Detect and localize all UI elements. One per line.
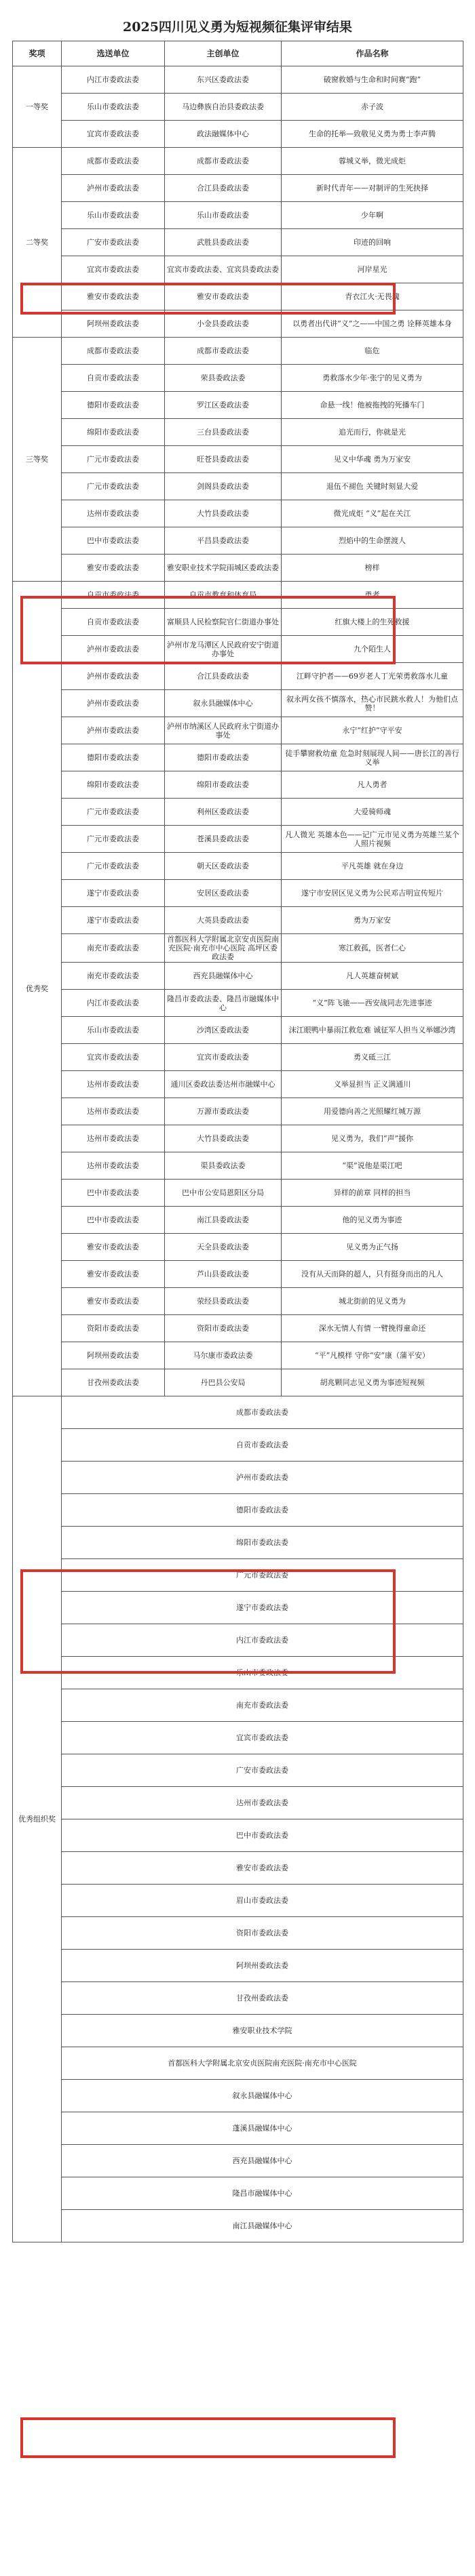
producing-unit-cell: 宜宾市委政法委 (165, 1044, 282, 1071)
submitting-unit-cell: 泸州市委政法委 (62, 663, 165, 690)
submitting-unit-cell: 巴中市委政法委 (62, 527, 165, 555)
work-title-cell: 见义勇为正气扬 (282, 1234, 463, 1261)
producing-unit-cell: 大竹县委政法委 (165, 1125, 282, 1152)
producing-unit-cell: 荥经县委政法委 (165, 1288, 282, 1315)
organization-cell: 眉山市委政法委 (62, 1885, 463, 1917)
submitting-unit-cell: 自贡市委政法委 (62, 365, 165, 392)
organization-cell: 绵阳市委政法委 (62, 1527, 463, 1559)
submitting-unit-cell: 资阳市委政法委 (62, 1315, 165, 1342)
submitting-unit-cell: 雅安市委政法委 (62, 1288, 165, 1315)
submitting-unit-cell: 广元市委政法委 (62, 473, 165, 500)
table-row (13, 175, 463, 202)
table-row (13, 771, 463, 799)
submitting-unit-cell: 阿坝州委政法委 (62, 310, 165, 338)
organization-cell: 甘孜州委政法委 (62, 1982, 463, 2015)
work-title-cell: 没有从天而降的超人，只有挺身而出的凡人 (282, 1261, 463, 1288)
work-title-cell: 见义中华魂 勇为万家安 (282, 446, 463, 473)
work-title-cell: 破窗救婚与生命和时间赛“跑” (282, 66, 463, 94)
producing-unit-cell: 大竹县委政法委 (165, 500, 282, 527)
work-title-cell: 他的见义勇为事迹 (282, 1207, 463, 1234)
submitting-unit-cell: 遂宁市委政法委 (62, 907, 165, 934)
work-title-cell: 平凡英雄 就在身边 (282, 853, 463, 880)
table-row (13, 1982, 463, 2015)
header-work-title: 作品名称 (282, 41, 463, 66)
producing-unit-cell: 叙永县融媒体中心 (165, 690, 282, 717)
table-row (13, 338, 463, 365)
table-row (13, 853, 463, 880)
award-cell: 二等奖 (13, 148, 62, 338)
organization-cell: 首都医科大学附属北京安贞医院南充医院·南充市中心医院 (62, 2047, 463, 2080)
table-row (13, 1754, 463, 1787)
table-row (13, 934, 463, 963)
table-body (13, 66, 463, 2242)
producing-unit-cell: 马尔康市委政法委 (165, 1342, 282, 1369)
work-title-cell: “渠”说他是渠江吧 (282, 1152, 463, 1180)
table-row (13, 2112, 463, 2145)
work-title-cell: “平”凡模样 守你“安”康（蒲平安） (282, 1342, 463, 1369)
table-row (13, 229, 463, 256)
producing-unit-cell: 隆昌市委政法委、隆昌市融媒体中心 (165, 990, 282, 1017)
table-row (13, 880, 463, 907)
work-title-cell: 新时代青年——对制评的生死抉择 (282, 175, 463, 202)
organization-cell: 资阳市委政法委 (62, 1917, 463, 1950)
producing-unit-cell: 芦山县委政法委 (165, 1261, 282, 1288)
work-title-cell: 赤子波 (282, 94, 463, 121)
work-title-cell: 异样的前章 同样的担当 (282, 1180, 463, 1207)
producing-unit-cell: 资阳市委政法委 (165, 1315, 282, 1342)
table-row (13, 1396, 463, 1429)
producing-unit-cell: 自贡市教育和体育局 (165, 582, 282, 609)
submitting-unit-cell: 绵阳市委政法委 (62, 771, 165, 799)
work-title-cell: 用爱德向善之光照耀红城万源 (282, 1098, 463, 1125)
submitting-unit-cell: 巴中市委政法委 (62, 1180, 165, 1207)
submitting-unit-cell: 南充市委政法委 (62, 934, 165, 963)
organization-cell: 自贡市委政法委 (62, 1429, 463, 1462)
producing-unit-cell: 天全县委政法委 (165, 1234, 282, 1261)
table-row (13, 121, 463, 148)
header-producing-unit: 主创单位 (165, 41, 282, 66)
header-award: 奖项 (13, 41, 62, 66)
submitting-unit-cell: 宜宾市委政法委 (62, 121, 165, 148)
highlight-box (20, 1569, 396, 1674)
producing-unit-cell: 荣县委政法委 (165, 365, 282, 392)
table-row (13, 1885, 463, 1917)
organization-cell: 宜宾市委政法委 (62, 1722, 463, 1754)
table-row (13, 744, 463, 771)
producing-unit-cell: 朝天区委政法委 (165, 853, 282, 880)
work-title-cell: 凡人微光 英雄本色——记广元市见义勇为英雄兰某个人照片视频 (282, 826, 463, 853)
submitting-unit-cell: 自贡市委政法委 (62, 582, 165, 609)
producing-unit-cell: 大英县委政法委 (165, 907, 282, 934)
work-title-cell: 少年啊 (282, 202, 463, 229)
submitting-unit-cell: 德阳市委政法委 (62, 744, 165, 771)
work-title-cell: 微光成炬 “义”起在关江 (282, 500, 463, 527)
table-row (13, 94, 463, 121)
organization-cell: 南充市委政法委 (62, 1689, 463, 1722)
table-row (13, 2047, 463, 2080)
producing-unit-cell: 首都医科大学附属北京安贞医院南充医院·南充市中心医院 高坪区委政法委 (165, 934, 282, 963)
table-row (13, 365, 463, 392)
submitting-unit-cell: 广元市委政法委 (62, 799, 165, 826)
organization-cell: 乐山市委政法委 (62, 1657, 463, 1689)
work-title-cell: 遂宁市安居区见义勇为公民邓吉明宣传短片 (282, 880, 463, 907)
work-title-cell: 深水无情人有情 一臂挽得童命还 (282, 1315, 463, 1342)
submitting-unit-cell: 内江市委政法委 (62, 990, 165, 1017)
table-row (13, 1369, 463, 1396)
submitting-unit-cell: 雅安市委政法委 (62, 1261, 165, 1288)
work-title-cell: 胡兆颗同志见义勇为事迹短视频 (282, 1369, 463, 1396)
table-row (13, 1152, 463, 1180)
work-title-cell: 印迹的回响 (282, 229, 463, 256)
work-title-cell: 临危 (282, 338, 463, 365)
header-row (13, 41, 463, 66)
work-title-cell: 以勇者出代讲“义”之——中国之勇 诠释英雄本身 (282, 310, 463, 338)
organization-cell: 广安市委政法委 (62, 1754, 463, 1787)
submitting-unit-cell: 达州市委政法委 (62, 1125, 165, 1152)
producing-unit-cell: 泸州市龙马潭区人民政府安宁街道办事处 (165, 636, 282, 663)
table-row (13, 2080, 463, 2112)
table-row (13, 2015, 463, 2047)
work-title-cell: 义举显担当 正义满通川 (282, 1071, 463, 1098)
submitting-unit-cell: 广元市委政法委 (62, 853, 165, 880)
work-title-cell: 命悬一线！他被拖拽的死播车门 (282, 392, 463, 419)
table-row (13, 2145, 463, 2177)
table-row (13, 907, 463, 934)
organization-cell: 隆昌市融媒体中心 (62, 2177, 463, 2210)
producing-unit-cell: 西充县融媒体中心 (165, 963, 282, 990)
table-row (13, 1234, 463, 1261)
producing-unit-cell: 沙湾区委政法委 (165, 1017, 282, 1044)
submitting-unit-cell: 甘孜州委政法委 (62, 1369, 165, 1396)
producing-unit-cell: 旺苍县委政法委 (165, 446, 282, 473)
producing-unit-cell: 苍溪县委政法委 (165, 826, 282, 853)
table-row (13, 1207, 463, 1234)
table-row (13, 799, 463, 826)
submitting-unit-cell: 自贡市委政法委 (62, 609, 165, 636)
table-row (13, 826, 463, 853)
submitting-unit-cell: 成都市委政法委 (62, 148, 165, 175)
work-title-cell: 城北街前的见义勇为 (282, 1288, 463, 1315)
submitting-unit-cell: 泸州市委政法委 (62, 717, 165, 744)
producing-unit-cell: 富顺县人民检察院官仁街道办事处 (165, 609, 282, 636)
table-row (13, 1917, 463, 1950)
work-title-cell: 河岸星光 (282, 256, 463, 283)
work-title-cell: 勇者 (282, 582, 463, 609)
organization-cell: 阿坝州委政法委 (62, 1950, 463, 1982)
work-title-cell: 勇为万家安 (282, 907, 463, 934)
table-row (13, 1689, 463, 1722)
producing-unit-cell: 罗江区委政法委 (165, 392, 282, 419)
organization-cell: 成都市委政法委 (62, 1396, 463, 1429)
producing-unit-cell: 万源市委政法委 (165, 1098, 282, 1125)
table-row (13, 1315, 463, 1342)
award-cell: 优秀组织奖 (13, 1396, 62, 2242)
work-title-cell: 凡人勇者 (282, 771, 463, 799)
table-row (13, 473, 463, 500)
producing-unit-cell: 武胜县委政法委 (165, 229, 282, 256)
organization-cell: 蓬溪县融媒体中心 (62, 2112, 463, 2145)
work-title-cell: 永宁“红护”守平安 (282, 717, 463, 744)
table-row (13, 1429, 463, 1462)
submitting-unit-cell: 乐山市委政法委 (62, 1017, 165, 1044)
work-title-cell: 青衣江火·无畏魂 (282, 283, 463, 310)
table-row (13, 256, 463, 283)
producing-unit-cell: 雅安市委政法委 (165, 283, 282, 310)
table-row (13, 2177, 463, 2210)
producing-unit-cell: 宜宾市委政法委、宜宾县委政法委 (165, 256, 282, 283)
producing-unit-cell: 利州区委政法委 (165, 799, 282, 826)
submitting-unit-cell: 泸州市委政法委 (62, 636, 165, 663)
producing-unit-cell: 绵阳市委政法委 (165, 771, 282, 799)
award-cell: 优秀奖 (13, 582, 62, 1396)
organization-cell: 遂宁市委政法委 (62, 1592, 463, 1624)
table-row (13, 1722, 463, 1754)
submitting-unit-cell: 内江市委政法委 (62, 66, 165, 94)
producing-unit-cell: 安居区委政法委 (165, 880, 282, 907)
table-row (13, 2210, 463, 2242)
work-title-cell: 徒手攀窗救幼童 危急时刻展现人间——唐长江的善行义举 (282, 744, 463, 771)
producing-unit-cell: 剑阁县委政法委 (165, 473, 282, 500)
table-row (13, 1819, 463, 1852)
submitting-unit-cell: 乐山市委政法委 (62, 94, 165, 121)
table-row (13, 1261, 463, 1288)
table-row (13, 446, 463, 473)
submitting-unit-cell: 成都市委政法委 (62, 338, 165, 365)
work-title-cell: 九个陌生人 (282, 636, 463, 663)
table-row (13, 1494, 463, 1527)
submitting-unit-cell: 泸州市委政法委 (62, 690, 165, 717)
table-row (13, 1852, 463, 1885)
table-row (13, 148, 463, 175)
producing-unit-cell: 乐山市委政法委 (165, 202, 282, 229)
producing-unit-cell: 德阳市委政法委 (165, 744, 282, 771)
producing-unit-cell: 丹巴县公安局 (165, 1369, 282, 1396)
work-title-cell: 见义勇为，我们“声”援你 (282, 1125, 463, 1152)
work-title-cell: 蓉城义举，微光成炬 (282, 148, 463, 175)
highlight-box (20, 283, 396, 315)
work-title-cell: 榜样 (282, 555, 463, 582)
producing-unit-cell: 雅安职业技术学院雨城区委政法委 (165, 555, 282, 582)
table-row (13, 1787, 463, 1819)
award-cell: 一等奖 (13, 66, 62, 148)
submitting-unit-cell: 遂宁市委政法委 (62, 880, 165, 907)
table-row (13, 1342, 463, 1369)
work-title-cell: 红旗大楼上的生死救援 (282, 609, 463, 636)
submitting-unit-cell: 阿坝州委政法委 (62, 1342, 165, 1369)
organization-cell: 德阳市委政法委 (62, 1494, 463, 1527)
table-row (13, 202, 463, 229)
producing-unit-cell: 巴中市公安局恩阳区分局 (165, 1180, 282, 1207)
submitting-unit-cell: 广元市委政法委 (62, 826, 165, 853)
table-row (13, 1462, 463, 1494)
producing-unit-cell: 政法融媒体中心 (165, 121, 282, 148)
submitting-unit-cell: 雅安市委政法委 (62, 283, 165, 310)
table-row (13, 663, 463, 690)
submitting-unit-cell: 达州市委政法委 (62, 1152, 165, 1180)
producing-unit-cell: 东兴区委政法委 (165, 66, 282, 94)
work-title-cell: 沫江眼鸭中暴雨江救危难 诚征军人担当义举娜沙湾 (282, 1017, 463, 1044)
submitting-unit-cell: 南充市委政法委 (62, 963, 165, 990)
work-title-cell: 江畔守护者——69岁老人丁光荣勇救落水儿童 (282, 663, 463, 690)
work-title-cell: 勇义砥三江 (282, 1044, 463, 1071)
submitting-unit-cell: 达州市委政法委 (62, 500, 165, 527)
table-row (13, 717, 463, 744)
highlight-box (20, 596, 396, 664)
table-row (13, 1288, 463, 1315)
organization-cell: 内江市委政法委 (62, 1624, 463, 1657)
organization-cell: 雅安市委政法委 (62, 1852, 463, 1885)
submitting-unit-cell: 达州市委政法委 (62, 1071, 165, 1098)
submitting-unit-cell: 巴中市委政法委 (62, 1207, 165, 1234)
work-title-cell: 凡人英雄奋树斌 (282, 963, 463, 990)
table-row (13, 1044, 463, 1071)
producing-unit-cell: 成都市委政法委 (165, 338, 282, 365)
highlight-box (20, 2417, 396, 2458)
award-cell: 三等奖 (13, 338, 62, 582)
submitting-unit-cell: 宜宾市委政法委 (62, 1044, 165, 1071)
producing-unit-cell: 南江县委政法委 (165, 1207, 282, 1234)
submitting-unit-cell: 宜宾市委政法委 (62, 256, 165, 283)
submitting-unit-cell: 德阳市委政法委 (62, 392, 165, 419)
table-row (13, 392, 463, 419)
producing-unit-cell: 渠县委政法委 (165, 1152, 282, 1180)
producing-unit-cell: 平昌县委政法委 (165, 527, 282, 555)
table-row (13, 1527, 463, 1559)
producing-unit-cell: 成都市委政法委 (165, 148, 282, 175)
work-title-cell: 追光而行，你就是光 (282, 419, 463, 446)
work-title-cell: “义”阵飞驰——西安战同志先进事迹 (282, 990, 463, 1017)
table-row (13, 1180, 463, 1207)
table-row (13, 527, 463, 555)
submitting-unit-cell: 泸州市委政法委 (62, 175, 165, 202)
work-title-cell: 大爱骑师魂 (282, 799, 463, 826)
work-title-cell: 生命的托举—致敬见义勇为勇士李声腾 (282, 121, 463, 148)
organization-cell: 巴中市委政法委 (62, 1819, 463, 1852)
submitting-unit-cell: 乐山市委政法委 (62, 202, 165, 229)
submitting-unit-cell: 广安市委政法委 (62, 229, 165, 256)
table-row (13, 1125, 463, 1152)
table-row (13, 690, 463, 717)
header-submitting-unit: 选送单位 (62, 41, 165, 66)
producing-unit-cell: 三台县委政法委 (165, 419, 282, 446)
work-title-cell: 叙永两女孩不慎落水，热心市民跳水救人！为他们点赞！ (282, 690, 463, 717)
table-row (13, 990, 463, 1017)
work-title-cell: 勇救落水少年·张宁的见义勇为 (282, 365, 463, 392)
organization-cell: 南江县融媒体中心 (62, 2210, 463, 2242)
submitting-unit-cell: 雅安市委政法委 (62, 555, 165, 582)
producing-unit-cell: 合江县委政法委 (165, 663, 282, 690)
organization-cell: 西充县融媒体中心 (62, 2145, 463, 2177)
page-title: 2025四川见义勇为短视频征集评审结果 (123, 20, 352, 35)
work-title-cell: 寒江救孤，医者仁心 (282, 934, 463, 963)
results-table (12, 41, 463, 2242)
table-row (13, 419, 463, 446)
organization-cell: 泸州市委政法委 (62, 1462, 463, 1494)
table-row (13, 555, 463, 582)
organization-cell: 广元市委政法委 (62, 1559, 463, 1592)
organization-cell: 雅安职业技术学院 (62, 2015, 463, 2047)
producing-unit-cell: 马边彝族自治县委政法委 (165, 94, 282, 121)
organization-cell: 叙永县融媒体中心 (62, 2080, 463, 2112)
submitting-unit-cell: 绵阳市委政法委 (62, 419, 165, 446)
producing-unit-cell: 小金县委政法委 (165, 310, 282, 338)
table-row (13, 500, 463, 527)
table-row (13, 963, 463, 990)
table-row (13, 1071, 463, 1098)
submitting-unit-cell: 达州市委政法委 (62, 1098, 165, 1125)
organization-cell: 达州市委政法委 (62, 1787, 463, 1819)
producing-unit-cell: 通川区委政法委达州市融媒中心 (165, 1071, 282, 1098)
work-title-cell: 退伍不褪色 关键时刻显大爱 (282, 473, 463, 500)
submitting-unit-cell: 广元市委政法委 (62, 446, 165, 473)
producing-unit-cell: 合江县委政法委 (165, 175, 282, 202)
submitting-unit-cell: 雅安市委政法委 (62, 1234, 165, 1261)
table-row (13, 1098, 463, 1125)
table-row (13, 1950, 463, 1982)
table-row (13, 66, 463, 94)
work-title-cell: 烈焰中的生命摆渡人 (282, 527, 463, 555)
producing-unit-cell: 泸州市纳溪区人民政府永宁街道办事处 (165, 717, 282, 744)
table-row (13, 1017, 463, 1044)
